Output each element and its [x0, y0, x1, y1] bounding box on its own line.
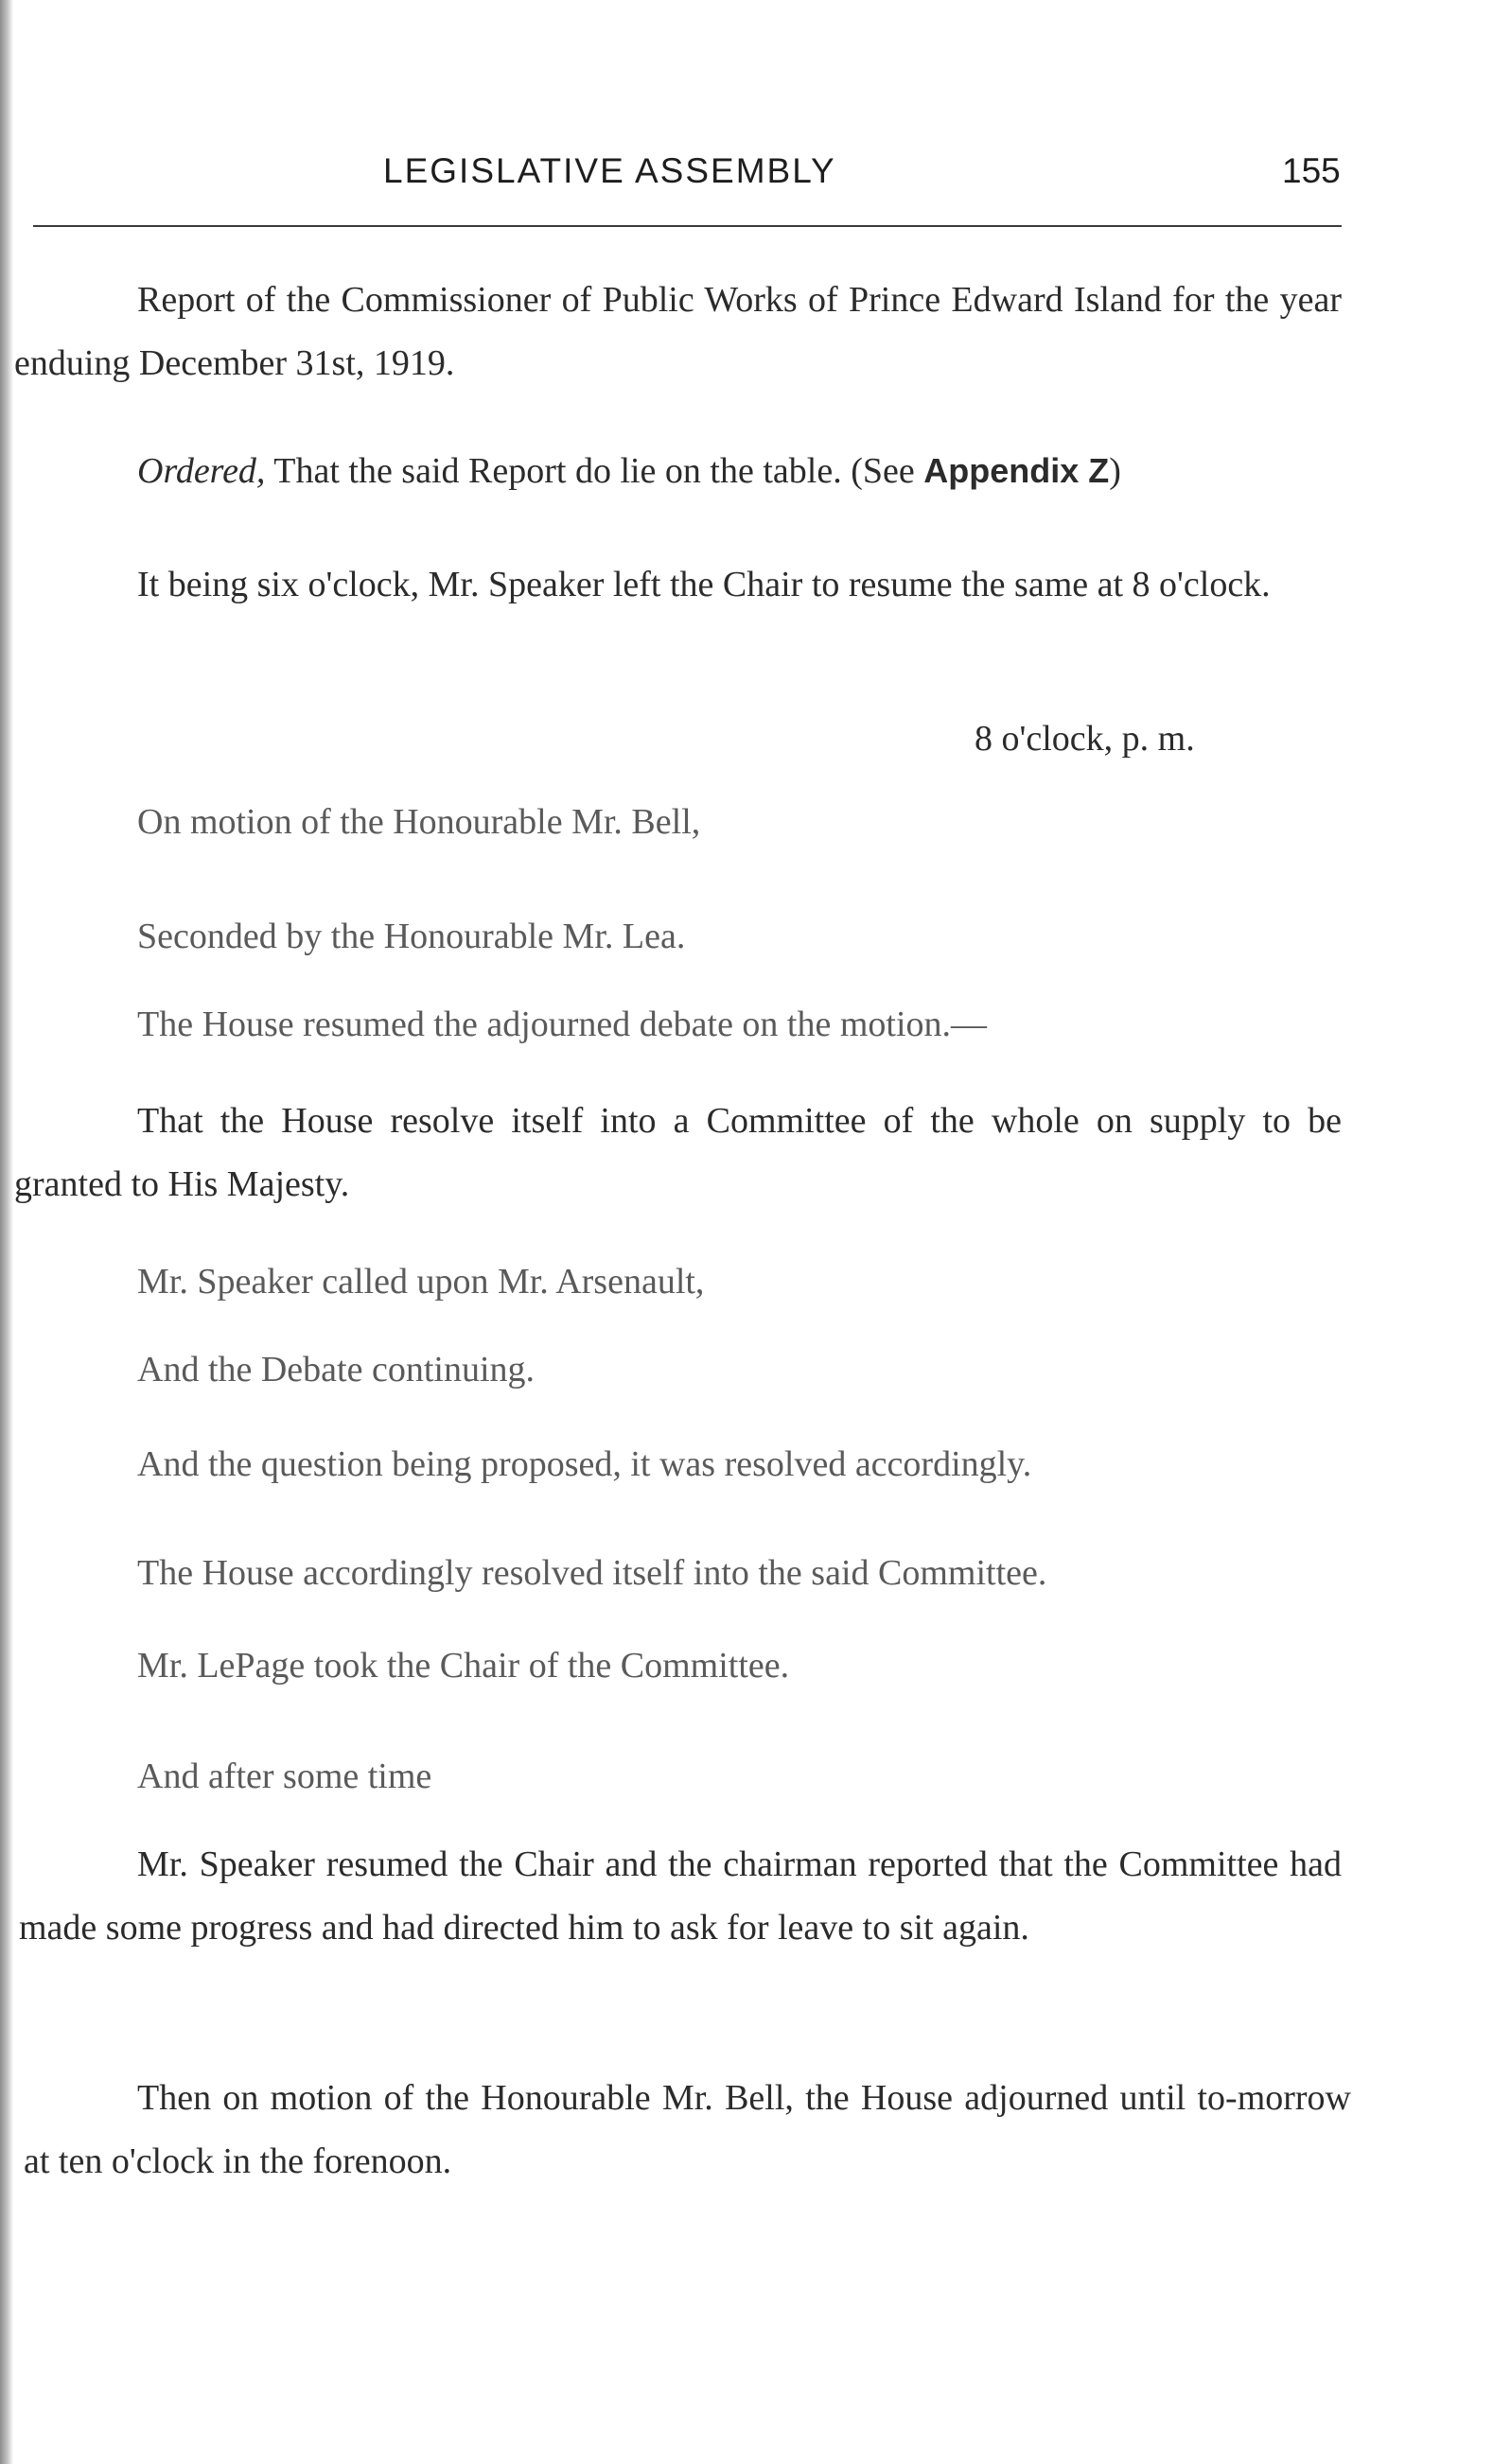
- after-time-text: And after some time: [137, 1756, 432, 1796]
- paragraph-resumed-debate: [137, 993, 1342, 1057]
- resumed-debate-text: The House resumed the adjourned debate on the motion.—: [137, 1005, 988, 1044]
- six-oclock-text: It being six o'clock, Mr. Speaker left the Chair to resume the same at 8 o'clock.: [137, 565, 1271, 604]
- paragraph-lepage: [137, 1634, 1342, 1698]
- house-resolved-text: The House accordingly resolved itself into the said Committee.: [137, 1553, 1047, 1593]
- seconded-text: Seconded by the Honourable Mr. Lea.: [137, 917, 686, 956]
- paragraph-on-motion: [137, 791, 1342, 854]
- paragraph-debate-continuing: [137, 1338, 1342, 1402]
- page-number: 155: [1282, 151, 1341, 190]
- eight-oclock-text: 8 o'clock, p. m.: [975, 719, 1195, 759]
- paragraph-after-time: [137, 1745, 1342, 1809]
- paragraph-question-proposed: [137, 1433, 1342, 1496]
- adjourned-text: Then on motion of the Honourable Mr. Bell, the House adjourned until to-morrow at ten o'clock in the forenoon.: [24, 2078, 1351, 2181]
- ordered-close: ): [1109, 451, 1121, 491]
- paragraph-six-oclock: [14, 553, 1342, 617]
- ordered-label: Ordered,: [137, 451, 266, 491]
- on-motion-text: On motion of the Honourable Mr. Bell,: [137, 802, 701, 842]
- resolve-text: That the House resolve itself into a Committee of the whole on supply to be granted to His Majesty.: [14, 1101, 1342, 1204]
- paragraph-progress: [19, 1833, 1342, 1960]
- paragraph-seconded: [137, 905, 1342, 969]
- lepage-text: Mr. LePage took the Chair of the Committee.: [137, 1646, 790, 1686]
- ordered-text: That the said Report do lie on the table. (See: [265, 451, 924, 491]
- paragraph-speaker-called: [137, 1250, 1342, 1314]
- paragraph-adjourned: [24, 2067, 1351, 2193]
- paragraph-report: [14, 269, 1342, 395]
- debate-continuing-text: And the Debate continuing.: [137, 1350, 536, 1389]
- time-eight-oclock: [975, 708, 1334, 771]
- progress-text: Mr. Speaker resumed the Chair and the chairman reported that the Committee had made some progress and had directed him to ask for leave to sit again.: [19, 1844, 1342, 1948]
- speaker-called-text: Mr. Speaker called upon Mr. Arsenault,: [137, 1262, 705, 1302]
- running-head: LEGISLATIVE ASSEMBLY: [383, 151, 836, 190]
- question-proposed-text: And the question being proposed, it was resolved accordingly.: [137, 1444, 1032, 1484]
- report-text: Report of the Commissioner of Public Works of Prince Edward Island for the year enduing December 31st, 1919.: [14, 280, 1342, 383]
- paragraph-house-resolved: [137, 1542, 1342, 1605]
- paragraph-resolve: [14, 1090, 1342, 1216]
- appendix-reference: Appendix Z: [923, 451, 1110, 490]
- paragraph-ordered: [137, 439, 1342, 503]
